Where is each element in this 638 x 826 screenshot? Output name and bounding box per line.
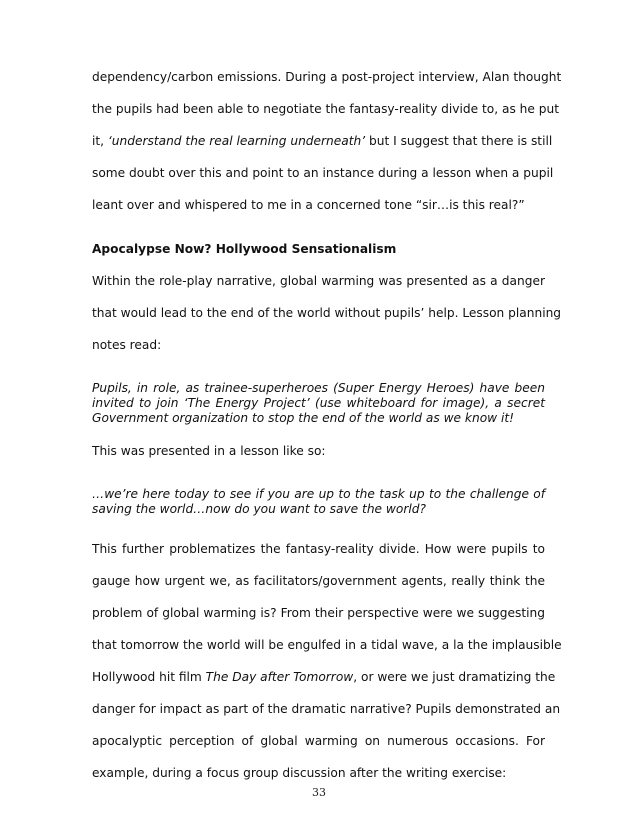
quote-2-line-2: saving the world…now do you want to save the world? <box>92 502 426 516</box>
quote-1-line-3: Government organization to stop the end of the world as we know it! <box>92 411 515 425</box>
interview-quote: ‘understand the real learning underneath’ <box>107 134 366 148</box>
paragraph-4-line-8: example, during a focus group discussion after the writing exercise: <box>92 766 507 780</box>
paragraph-4-line-5-end: , or were we just dramatizing the <box>353 670 556 684</box>
paragraph-4-line-3: problem of global warming is? From their perspective were we suggesting <box>92 606 545 620</box>
paragraph-1-line-2: the pupils had been able to negotiate the fantasy-reality divide to, as he put <box>92 102 560 116</box>
page-number: 33 <box>312 786 326 799</box>
paragraph-1-line-3-end: but I suggest that there is still <box>365 134 553 148</box>
paragraph-4-line-5-start: Hollywood hit film <box>92 670 206 684</box>
paragraph-1-line-3 <box>92 133 553 149</box>
document-page <box>92 0 562 826</box>
paragraph-4-line-7: apocalyptic perception of global warming on numerous occasions. For <box>92 734 545 748</box>
section-heading: Apocalypse Now? Hollywood Sensationalism <box>92 242 397 256</box>
paragraph-3: This was presented in a lesson like so: <box>92 444 326 458</box>
paragraph-4-line-4: that tomorrow the world will be engulfed in a tidal wave, a la the implausible <box>92 638 562 652</box>
paragraph-1-line-1: dependency/carbon emissions. During a post-project interview, Alan thought <box>92 70 562 84</box>
paragraph-4-line-5 <box>92 669 556 685</box>
film-title: The Day after Tomorrow <box>205 670 354 684</box>
paragraph-2-line-2: that would lead to the end of the world without pupils’ help. Lesson planning <box>92 306 562 320</box>
quote-2-line-1: …we’re here today to see if you are up to the task up to the challenge of <box>92 487 545 501</box>
paragraph-4-line-2: gauge how urgent we, as facilitators/government agents, really think the <box>92 574 545 588</box>
paragraph-4-line-1: This further problematizes the fantasy-reality divide. How were pupils to <box>92 542 545 556</box>
paragraph-2-line-1: Within the role-play narrative, global warming was presented as a danger <box>92 274 545 288</box>
paragraph-1-line-5: leant over and whispered to me in a concerned tone “sir…is this real?” <box>92 198 525 212</box>
quote-1-line-2: invited to join ‘The Energy Project’ (use whiteboard for image), a secret <box>92 396 545 410</box>
paragraph-2-line-3: notes read: <box>92 338 162 352</box>
paragraph-4-line-6: danger for impact as part of the dramatic narrative? Pupils demonstrated an <box>92 702 561 716</box>
paragraph-1-line-4: some doubt over this and point to an instance during a lesson when a pupil <box>92 166 554 180</box>
quote-1-line-1: Pupils, in role, as trainee-superheroes (Super Energy Heroes) have been <box>92 381 545 395</box>
paragraph-1-line-3-start: it, <box>92 134 108 148</box>
